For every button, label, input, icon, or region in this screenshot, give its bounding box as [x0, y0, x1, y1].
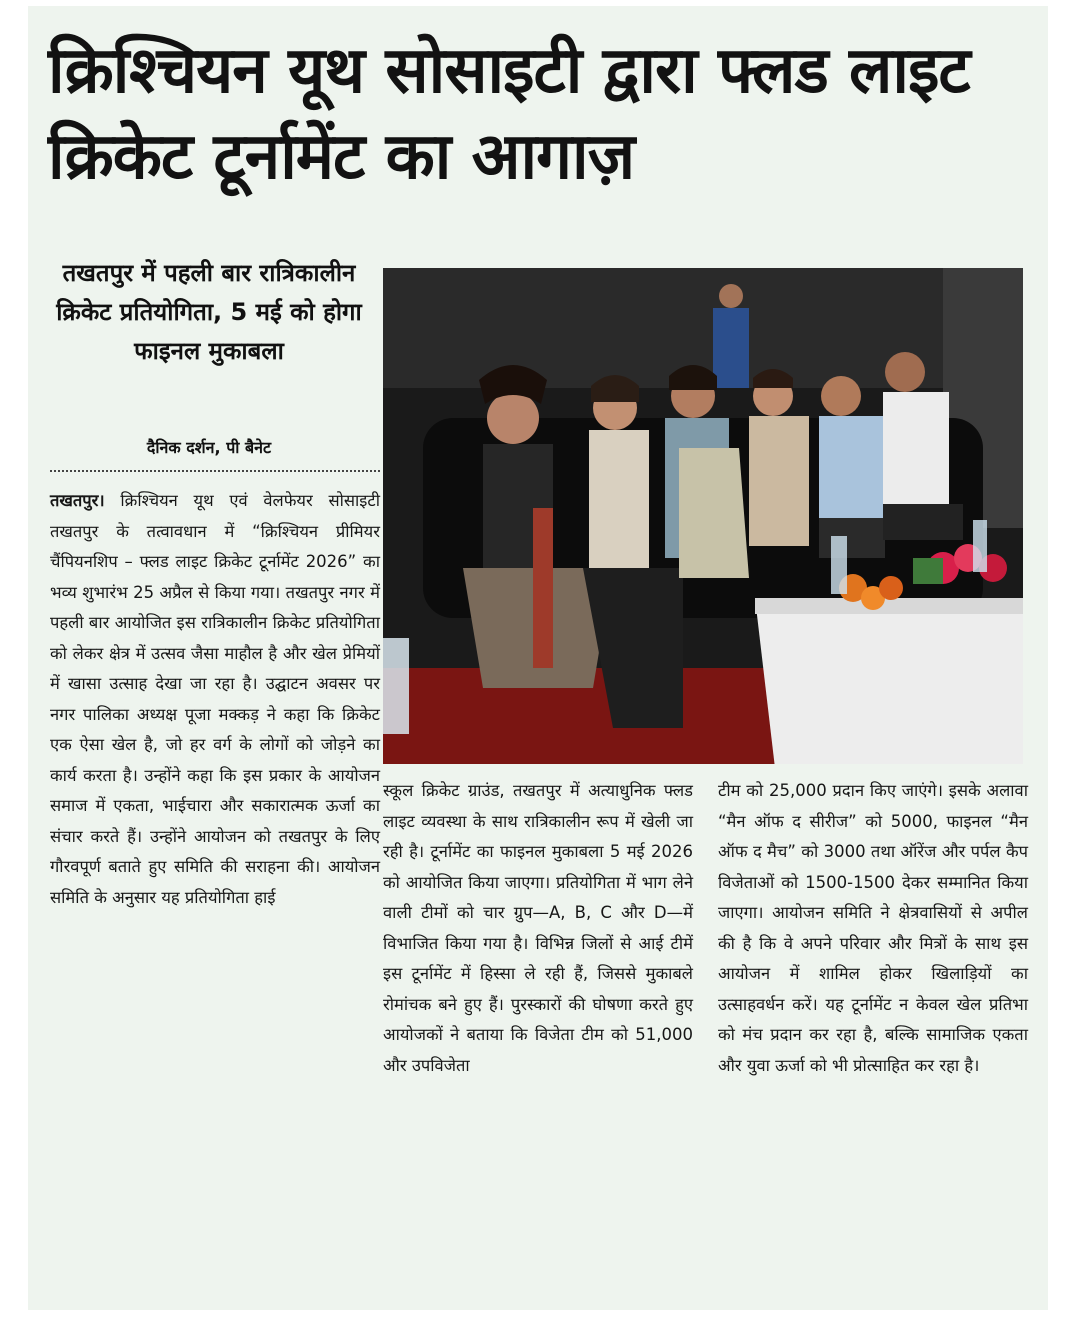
event-photo [383, 268, 1023, 764]
headline: क्रिश्चियन यूथ सोसाइटी द्वारा फ्लड लाइट क्रिकेट टूर्नामेंट का आगाज़ [48, 34, 970, 194]
article-column-2: स्कूल क्रिकेट ग्राउंड, तखतपुर में अत्याधुनिक फ्लड लाइट व्यवस्था के साथ रात्रिकालीन रूप में खेली जा रही है। टूर्नामेंट का फाइनल मुकाबला 5 मई 2026 को आयोजित किया जाएगा। प्रतियोगिता में भाग लेने वाली टीमों को चार ग्रुप—A, B, C और D—में विभाजित किया गया है। विभिन्न जिलों से आई टीमें इस टूर्नामेंट में हिस्सा ले रही हैं, जिससे मुकाबले रोमांचक बने हुए हैं। पुरस्कारों की घोषणा करते हुए आयोजकों ने बताया कि विजेता टीम को 51,000 और उपविजेता [383, 781, 693, 1075]
column-1-body: क्रिश्चियन यूथ एवं वेलफेयर सोसाइटी तखतपुर के तत्वावधान में “क्रिश्चियन प्रीमियर चैंपियनशिप – फ्लड लाइट क्रिकेट टूर्नामेंट 2026” का भव्य शुभारंभ 25 अप्रैल से किया गया। तखतपुर नगर में पहली बार आयोजित इस रात्रिकालीन क्रिकेट प्रतियोगिता को लेकर क्षेत्र में उत्सव जैसा माहौल है और खेल प्रेमियों में खासा उत्साह देखा जा रहा है। उद्घाटन अवसर पर नगर पालिका अध्यक्ष पूजा मक्कड़ ने कहा कि क्रिकेट एक ऐसा खेल है, जो हर वर्ग के लोगों को जोड़ने का कार्य करता है। उन्होंने कहा कि इस प्रकार के आयोजन समाज में एकता, भाईचारा और सकारात्मक ऊर्जा का संचार करते हैं। उन्होंने आयोजन को तखतपुर के लिए गौरवपूर्ण बताते हुए समिति की सराहना की। आयोजन समिति के अनुसार यह प्रतियोगिता हाई [50, 491, 380, 907]
newspaper-clipping [28, 6, 1048, 1310]
subheadline: तखतपुर में पहली बार रात्रिकालीन क्रिकेट प्रतियोगिता, 5 मई को होगा फाइनल मुकाबला [56, 259, 362, 365]
article-column-3: टीम को 25,000 प्रदान किए जाएंगे। इसके अलावा “मैन ऑफ द सीरीज” को 5000, फाइनल “मैन ऑफ द मैच” को 3000 तथा ऑरेंज और पर्पल कैप विजेताओं को 1500-1500 देकर सम्मानित किया जाएगा। आयोजन समिति ने क्षेत्रवासियों से अपील की है कि वे अपने परिवार और मित्रों के साथ इस आयोजन में शामिल होकर खिलाड़ियों का उत्साहवर्धन करें। यह टूर्नामेंट न केवल खेल प्रतिभा को मंच प्रदान कर रहा है, बल्कि सामाजिक एकता और युवा ऊर्जा को भी प्रोत्साहित कर रहा है। [718, 781, 1028, 1075]
event-photo-illustration [383, 268, 1023, 764]
article-column-1 [50, 486, 380, 913]
byline: दैनिक दर्शन, पी बैनेट [146, 438, 272, 457]
dateline: तखतपुर। [50, 491, 105, 510]
dotted-divider [50, 470, 380, 472]
